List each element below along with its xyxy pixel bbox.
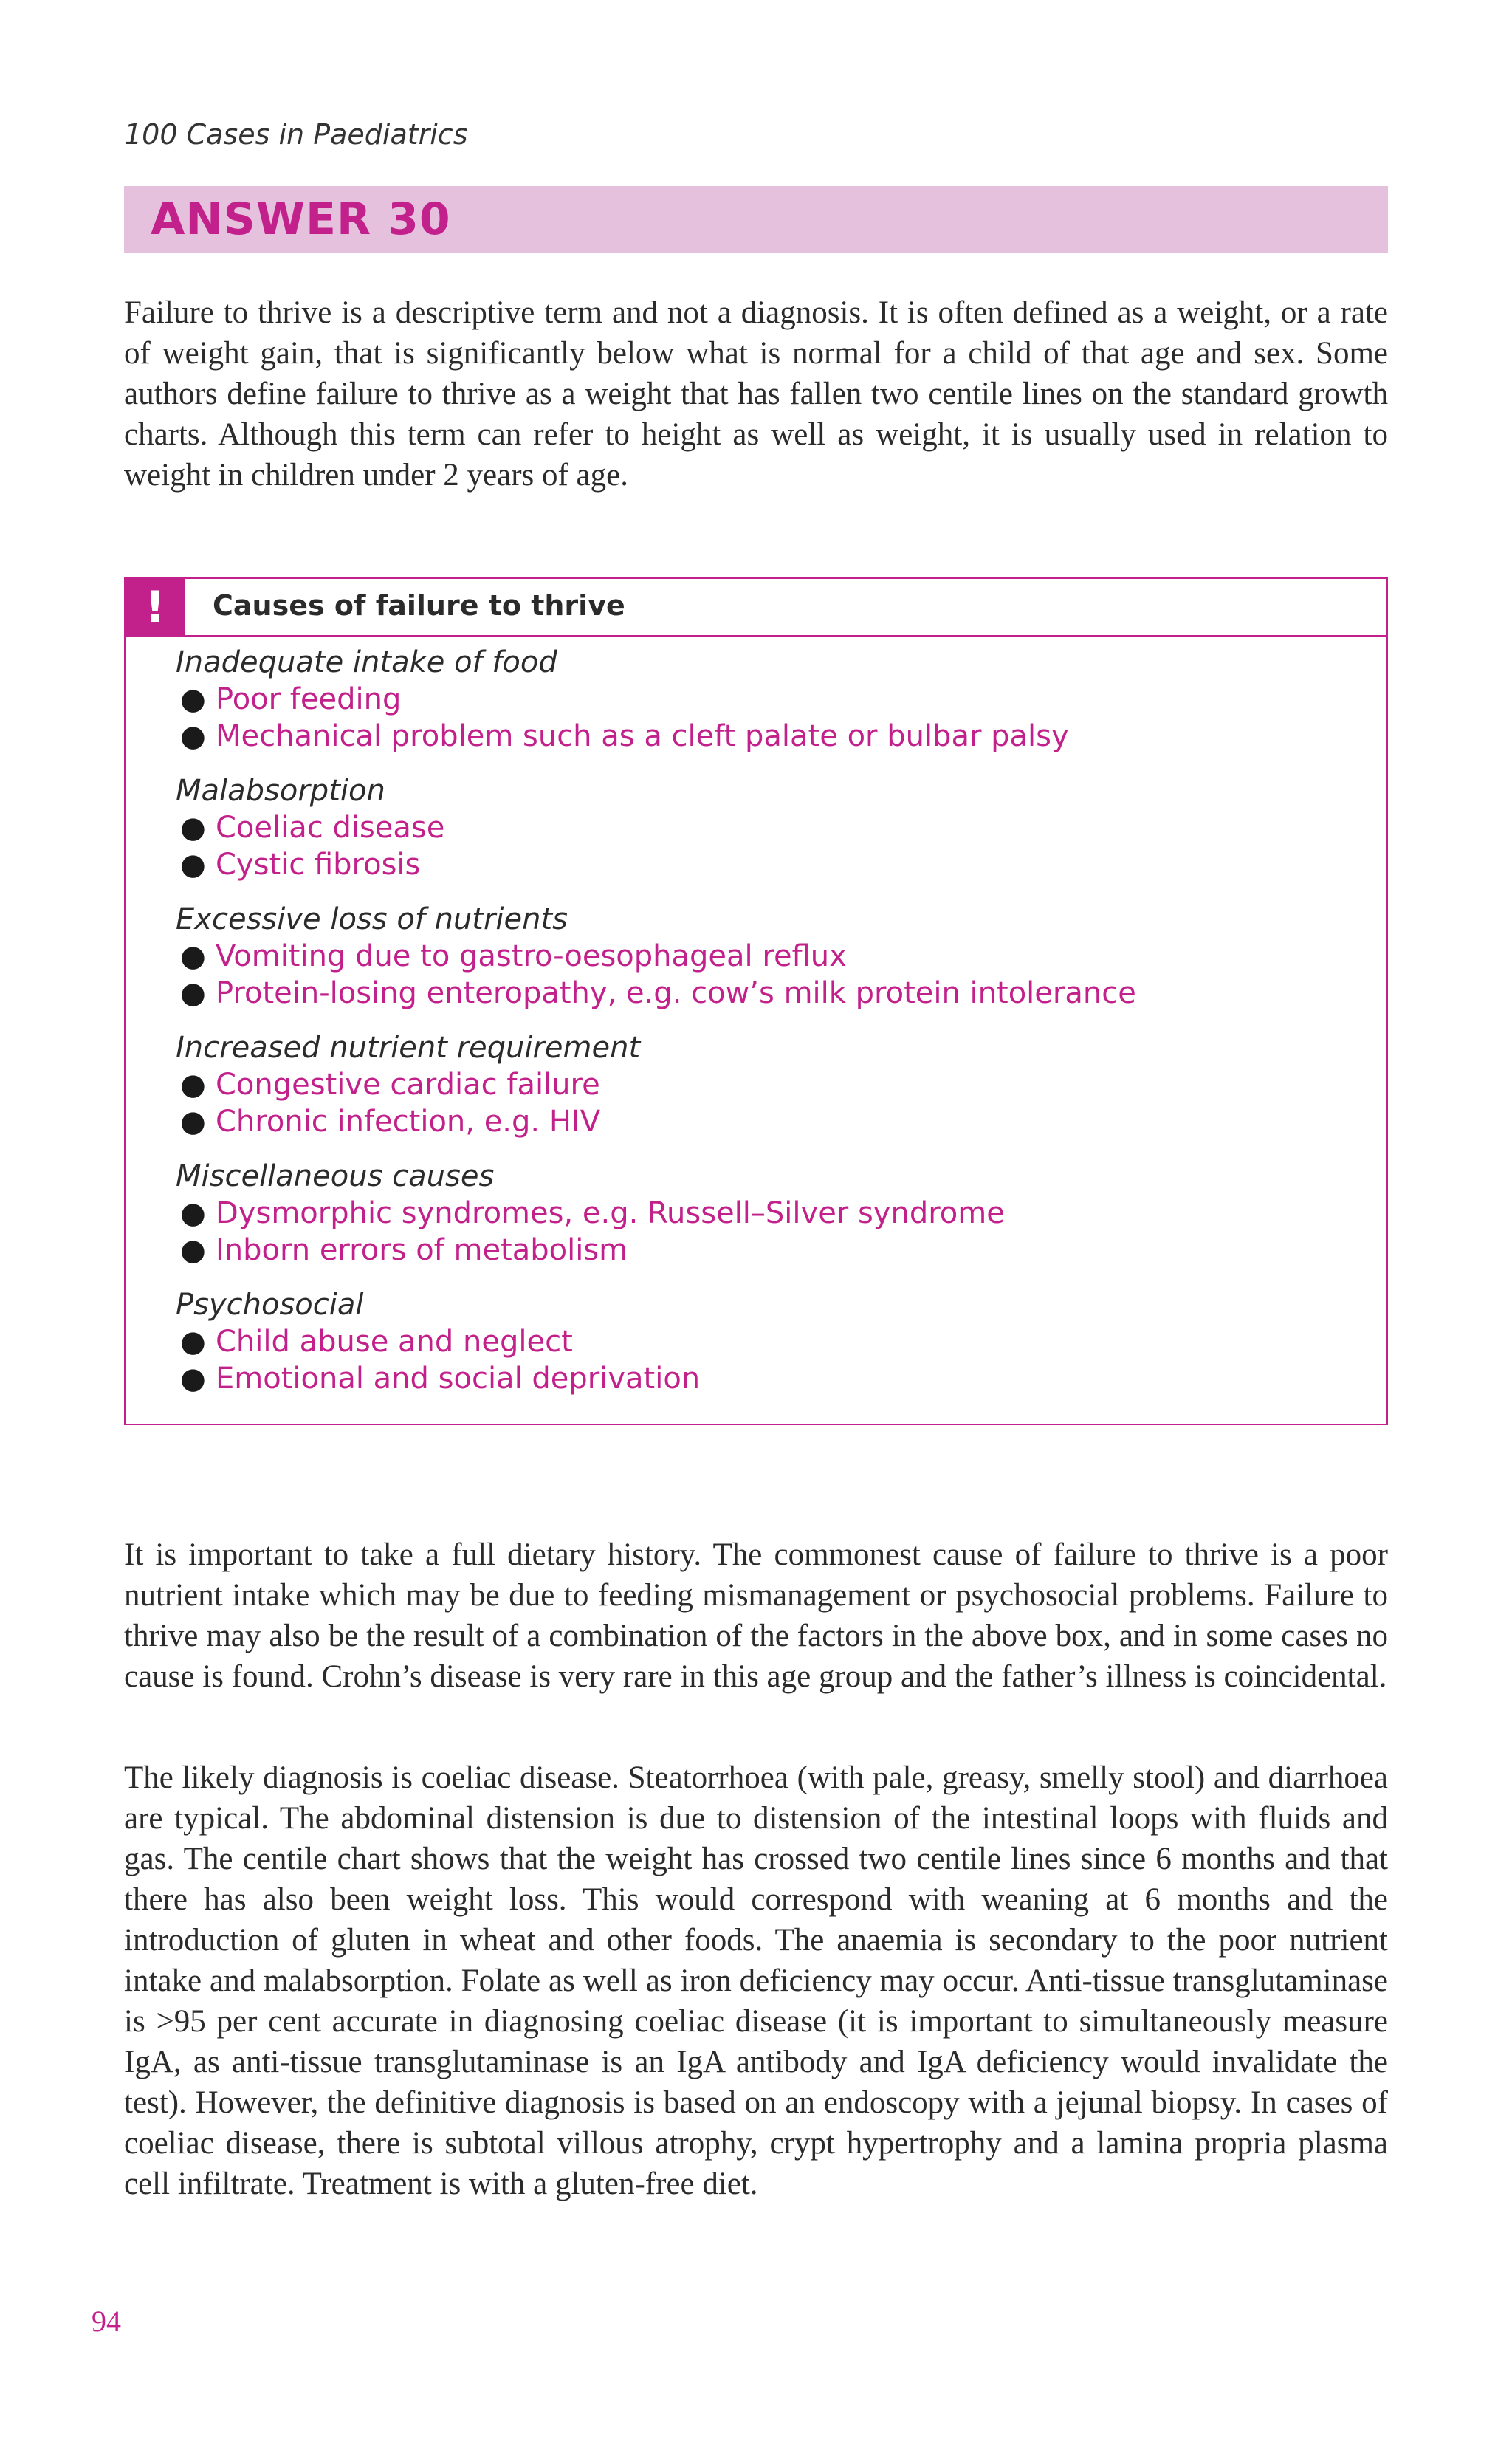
list-item [176, 1103, 1357, 1140]
list-item-text: Inborn errors of metabolism [216, 1233, 628, 1267]
bullet-icon: ● [180, 1325, 206, 1359]
bullet-icon: ● [180, 939, 206, 973]
list-item-text: Emotional and social deprivation [216, 1362, 701, 1396]
bullet-icon: ● [180, 1068, 206, 1102]
cause-group-heading: Inadequate intake of food [176, 645, 557, 679]
causes-box-header [126, 579, 1386, 637]
intro-paragraph: Failure to thrive is a descriptive term and not a diagnosis. It is often defined as a weight, or a rate of weight gain, that is significantly below what is normal for a child of that age and sex. Some authors define failure to thrive as a weight that has fallen two centile lines on the standard growth charts. Although this term can refer to height as well as weight, it is usually used in relation to weight in children under 2 years of age. [124, 295, 1388, 493]
cause-group [176, 1286, 1357, 1397]
cause-group-heading: Psychosocial [176, 1288, 364, 1322]
cause-group [176, 1158, 1357, 1269]
answer-title: ANSWER 30 [151, 193, 451, 245]
page-number: 94 [92, 2305, 121, 2338]
bullet-icon: ● [180, 1105, 206, 1139]
bullet-icon: ● [180, 848, 206, 882]
list-item [176, 1232, 1357, 1269]
dietary-history-paragraph: It is important to take a full dietary history. The commonest cause of failure to thrive is a poor nutrient intake which may be due to feeding mismanagement or psychosocial problems. Failure to thrive may also be the result of a combination of the factors in the above box, and in some cases no cause is found. Crohn’s disease is very rare in this age group and the father’s illness is coincidental. [124, 1537, 1388, 1694]
causes-list [176, 644, 1357, 1415]
list-item-text: Dysmorphic syndromes, e.g. Russell–Silver syndrome [216, 1196, 1005, 1230]
causes-box [124, 577, 1388, 1425]
bullet-icon: ● [180, 682, 206, 716]
list-item-text: Protein-losing enteropathy, e.g. cow’s milk protein intolerance [216, 976, 1136, 1010]
list-item-text: Vomiting due to gastro-oesophageal reflux [216, 939, 847, 973]
causes-box-title: Causes of failure to thrive [213, 589, 625, 622]
list-item [176, 846, 1357, 883]
bullet-icon: ● [180, 1233, 206, 1267]
list-item [176, 938, 1357, 975]
diagnosis-paragraph: The likely diagnosis is coeliac disease. Steatorrhoea (with pale, greasy, smelly stool) and diarrhoea are typical. The abdominal distension is due to distension of the intestinal loops with fluids and gas. The centile chart shows that the weight has crossed two centile lines since 6 months and that there has also been weight loss. This would correspond with weaning at 6 months and the introduction of gluten in wheat and other foods. The anaemia is secondary to the poor nutrient intake and malabsorption. Folate as well as iron deficiency may occur. Anti-tissue transglutaminase is >95 per cent accurate in diagnosing coeliac disease (it is important to simultaneously measure IgA, as anti-tissue transglutaminase is an IgA antibody and IgA deficiency would invalidate the test). However, the definitive diagnosis is based on an endoscopy with a jejunal biopsy. In cases of coeliac disease, there is subtotal villous atrophy, crypt hypertrophy and a lamina propria plasma cell infiltrate. Treatment is with a gluten-free diet. [124, 1760, 1388, 2201]
bullet-icon: ● [180, 719, 206, 753]
running-head: 100 Cases in Paediatrics [124, 118, 468, 151]
bullet-icon: ● [180, 811, 206, 845]
bullet-icon: ● [180, 1362, 206, 1396]
list-item-text: Cystic fibrosis [216, 848, 421, 882]
cause-group-heading: Miscellaneous causes [176, 1159, 495, 1193]
cause-group [176, 772, 1357, 883]
bullet-icon: ● [180, 976, 206, 1010]
cause-group [176, 644, 1357, 755]
list-item [176, 809, 1357, 846]
cause-group [176, 1029, 1357, 1140]
bullet-icon: ● [180, 1196, 206, 1230]
list-item [176, 1066, 1357, 1103]
list-item-text: Poor feeding [216, 682, 402, 716]
list-item [176, 1360, 1357, 1397]
list-item-text: Mechanical problem such as a cleft palate or bulbar palsy [216, 719, 1069, 753]
list-item [176, 975, 1357, 1012]
answer-heading-bar [124, 186, 1388, 253]
list-item [176, 718, 1357, 755]
list-item-text: Chronic infection, e.g. HIV [216, 1105, 601, 1139]
cause-group-heading: Increased nutrient requirement [176, 1031, 641, 1065]
list-item-text: Coeliac disease [216, 811, 445, 845]
cause-group-heading: Excessive loss of nutrients [176, 902, 568, 936]
list-item [176, 681, 1357, 718]
list-item-text: Child abuse and neglect [216, 1325, 573, 1359]
list-item [176, 1323, 1357, 1360]
list-item-text: Congestive cardiac failure [216, 1068, 600, 1102]
cause-group [176, 901, 1357, 1012]
exclamation-icon: ! [126, 579, 185, 635]
cause-group-heading: Malabsorption [176, 774, 385, 808]
list-item [176, 1195, 1357, 1232]
